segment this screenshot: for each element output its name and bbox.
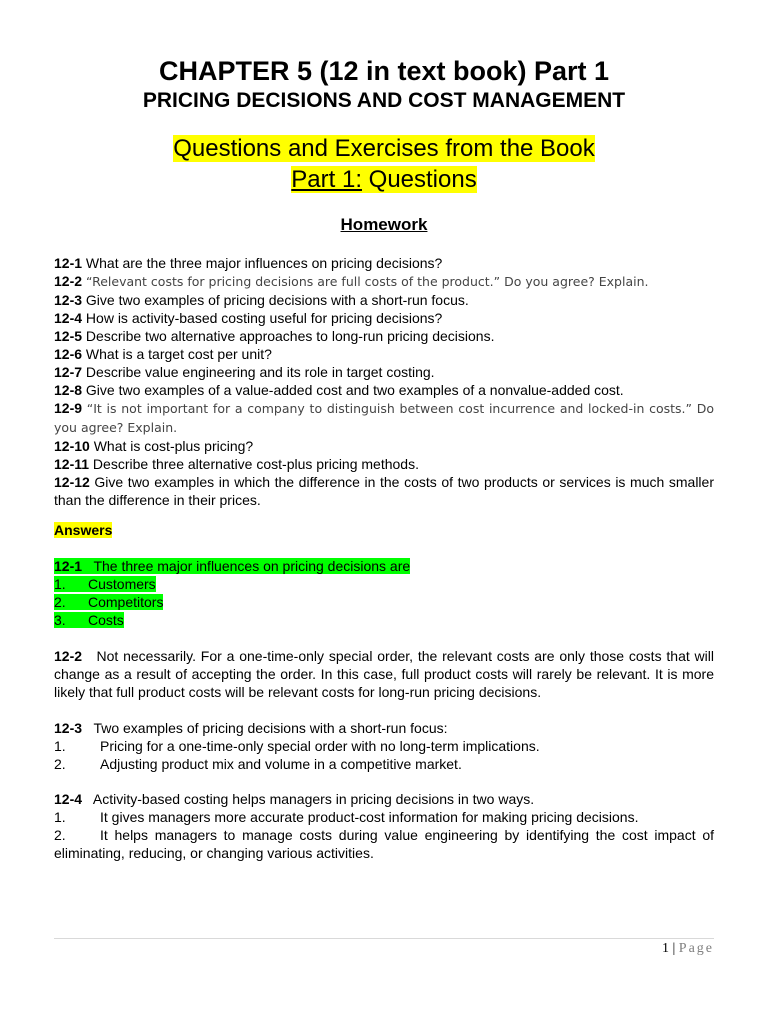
footer-divider [54, 938, 714, 939]
question-list [54, 254, 714, 509]
question-item: 12-7 Describe value engineering and its role in target costing. [54, 364, 435, 380]
answers-heading: Answers [54, 522, 113, 538]
page-footer: 1 | Page [661, 941, 714, 956]
list-item: 2. It helps managers to manage costs during value engineering by identifying the cost impact of eliminating, reducing, or changing various activities. [54, 827, 714, 861]
list-item: 3. Costs [54, 612, 124, 628]
list-item: 1. Customers [54, 576, 156, 592]
part1-heading [54, 164, 714, 195]
part1-label: Part 1: [291, 166, 362, 193]
homework-heading: Homework [340, 215, 428, 234]
page-number: 1 [661, 941, 669, 956]
questions-exercises-heading [54, 133, 714, 164]
list-item: 2. Adjusting product mix and volume in a competitive market. [54, 756, 462, 772]
question-item: 12-6 What is a target cost per unit? [54, 346, 272, 362]
list-item: 2. Competitors [54, 594, 164, 610]
question-item: 12-10 What is cost-plus pricing? [54, 438, 254, 454]
answer-12-1: 12-1 The three major influences on pricing decisions are 1. Customers 2. Competitors 3. Costs [54, 558, 411, 628]
question-item: 12-4 How is activity-based costing useful for pricing decisions? [54, 310, 443, 326]
question-item: 12-11 Describe three alternative cost-plus pricing methods. [54, 456, 419, 472]
question-item: 12-1 What are the three major influences on pricing decisions? [54, 255, 443, 271]
part1-rest: Questions [361, 166, 477, 193]
chapter-subtitle: PRICING DECISIONS AND COST MANAGEMENT [142, 89, 626, 112]
answer-12-3: 12-3 Two examples of pricing decisions with a short-run focus: 1. Pricing for a one-time-only special order with no long-term implications. 2. Adjusting product mix and volume in a competitive market. [54, 719, 714, 773]
document-page [54, 0, 718, 1024]
question-item: 12-5 Describe two alternative approaches to long-run pricing decisions. [54, 328, 495, 344]
question-item: 12-2 “Relevant costs for pricing decisions are full costs of the product.” Do you agree? Explain. [54, 273, 649, 289]
answer-12-4: 12-4 Activity-based costing helps managers in pricing decisions in two ways. 1. It gives managers more accurate product-cost information for making pricing decisions. 2. It helps managers to manage costs during value engineering by identifying the cost impact of eliminating, reducing, or changing various activities. [54, 791, 714, 861]
qe-highlight: Questions and Exercises from the Book [173, 135, 595, 162]
list-item: 1. Pricing for a one-time-only special order with no long-term implications. [54, 738, 540, 754]
answer-12-2: 12-2 Not necessarily. For a one-time-only special order, the relevant costs are only those costs that will change as a result of accepting the order. In this case, full product costs will rarely be relevant. It is more likely that full product costs will be relevant costs for long-run pricing decisions. [54, 648, 718, 700]
question-item: 12-8 Give two examples of a value-added cost and two examples of a nonvalue-added cost. [54, 382, 624, 398]
question-item: 12-12 Give two examples in which the difference in the costs of two products or services is much smaller than the difference in their prices. [54, 474, 714, 508]
question-item: 12-9 “It is not important for a company to distinguish between cost incurrence and locked-in costs.” Do you agree? Explain. [54, 400, 714, 435]
list-item: 1. It gives managers more accurate product-cost information for making pricing decisions. [54, 809, 639, 825]
page-word: Page [678, 941, 714, 956]
chapter-title: CHAPTER 5 (12 in text book) Part 1 [158, 56, 610, 86]
question-item: 12-3 Give two examples of pricing decisions with a short-run focus. [54, 292, 469, 308]
